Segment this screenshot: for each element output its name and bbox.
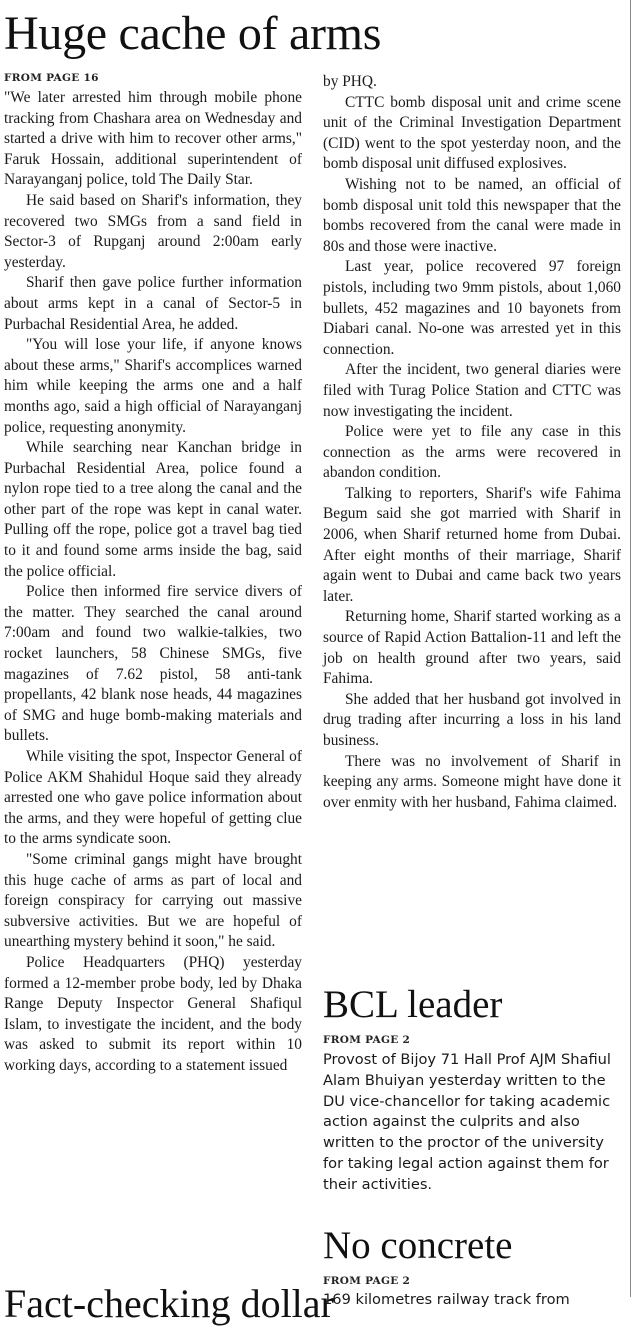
paragraph: Returning home, Sharif started working as a source of Rapid Action Battalion-11 and left the job on health ground after two years, said Fahima. [323, 608, 621, 688]
paragraph: Provost of Bijoy 71 Hall Prof AJM Shafiul Alam Bhuiyan yesterday written to the DU vice-chancellor for taking academic action against the culprits and also written to the proctor of the university for taking legal action against them for their activities. [323, 1051, 611, 1193]
paragraph: by PHQ. [323, 73, 377, 90]
paragraph: Last year, police recovered 97 foreign pistols, including two 9mm pistols, about 1,060 bullets, 452 magazines and 10 bayonets from Diabari canal. No-one was arrested yet in this connection. [323, 258, 621, 358]
paragraph: There was no involvement of Sharif in keeping any arms. Someone might have done it over enmity with her husband, Fahima claimed. [323, 752, 621, 811]
headline-no-concrete: No concrete [323, 1224, 513, 1267]
paragraph: "Some criminal gangs might have brought this huge cache of arms as part of local and foreign conspiracy for carrying out massive subversive activities. But we are hopeful of unearthing mystery behind it soon," he said. [4, 850, 302, 951]
headline-cutoff: Fact-checking dollar [4, 1281, 334, 1326]
paragraph: After the incident, two general diaries were filed with Turag Police Station and CTTC was now investigating the incident. [323, 361, 621, 420]
paragraph: CTTC bomb disposal unit and crime scene unit of the Criminal Investigation Department (CID) went to the spot yesterday noon, and the bomb disposal unit diffused explosives. [323, 93, 621, 173]
paragraph: Wishing not to be named, an official of bomb disposal unit told this newspaper that the bombs recovered from the canal were made in 80s and those were inactive. [323, 175, 621, 255]
paragraph: She added that her husband got involved in drug trading after incurring a loss in his land business. [323, 690, 621, 749]
headline-bcl-leader: BCL leader [323, 983, 503, 1026]
no-concrete-body [323, 1290, 621, 1308]
paragraph: While searching near Kanchan bridge in Purbachal Residential Area, police found a nylon rope tied to a tree along the canal and the other part of the rope was kept in canal water. Pulling off the rope, police got a travel bag tied to it and found some arms inside the bag, said the police official. [4, 439, 302, 580]
headline-arms: Huge cache of arms [4, 7, 382, 60]
arms-column-left [4, 88, 302, 1278]
arms-column-right [323, 72, 621, 976]
bcl-body [323, 1050, 621, 1218]
paragraph: He said based on Sharif's information, they recovered two SMGs from a sand field in Sector-3 of Rupganj around 2:00am early yesterday. [4, 191, 302, 271]
paragraph: Talking to reporters, Sharif's wife Fahima Begum said she got married with Sharif in 2006, when Sharif returned home from Dubai. After eight months of their marriage, Sharif again went to Dubai and came back two years later. [323, 484, 621, 605]
paragraph: Police Headquarters (PHQ) yesterday formed a 12-member probe body, led by Dhaka Range Deputy Inspector General Shafiqul Islam, to investigate the incident, and the body was asked to submit its report within 10 working days, according to a statement issued [4, 953, 302, 1074]
kicker-from-page-16: FROM PAGE 16 [4, 72, 99, 84]
paragraph: "We later arrested him through mobile phone tracking from Chashara area on Wednesday and started a drive with him to recover other arms," Faruk Hossain, additional superintendent of Narayanganj police, told The Daily Star. [4, 89, 302, 189]
column-rule [630, 0, 631, 1297]
paragraph: Sharif then gave police further information about arms kept in a canal of Sector-5 in Purbachal Residential Area, he added. [4, 274, 302, 333]
paragraph: Police then informed fire service divers of the matter. They searched the canal around 7:00am and found two walkie-talkies, two rocket launchers, 58 Chinese SMGs, five magazines of 7.62 pistol, 58 anti-tank propellants, 42 blank nose heads, 44 magazines of SMG and huge bomb-making materials and bullets. [4, 583, 302, 745]
kicker-from-page-2: FROM PAGE 2 [323, 1275, 411, 1287]
paragraph: "You will lose your life, if anyone knows about these arms," Sharif's accomplices warned him while keeping the arms one and a half months ago, said a high official of Narayanganj police, requesting anonymity. [4, 336, 302, 436]
paragraph: 169 kilometres railway track from [323, 1291, 570, 1308]
paragraph: While visiting the spot, Inspector General of Police AKM Shahidul Hoque said they already arrested one who gave police information about the arms, and they were hopeful of getting clue to the arms syndicate soon. [4, 748, 302, 848]
paragraph: Police were yet to file any case in this connection as the arms were recovered in abandon condition. [323, 423, 621, 482]
kicker-from-page-2: FROM PAGE 2 [323, 1034, 411, 1046]
